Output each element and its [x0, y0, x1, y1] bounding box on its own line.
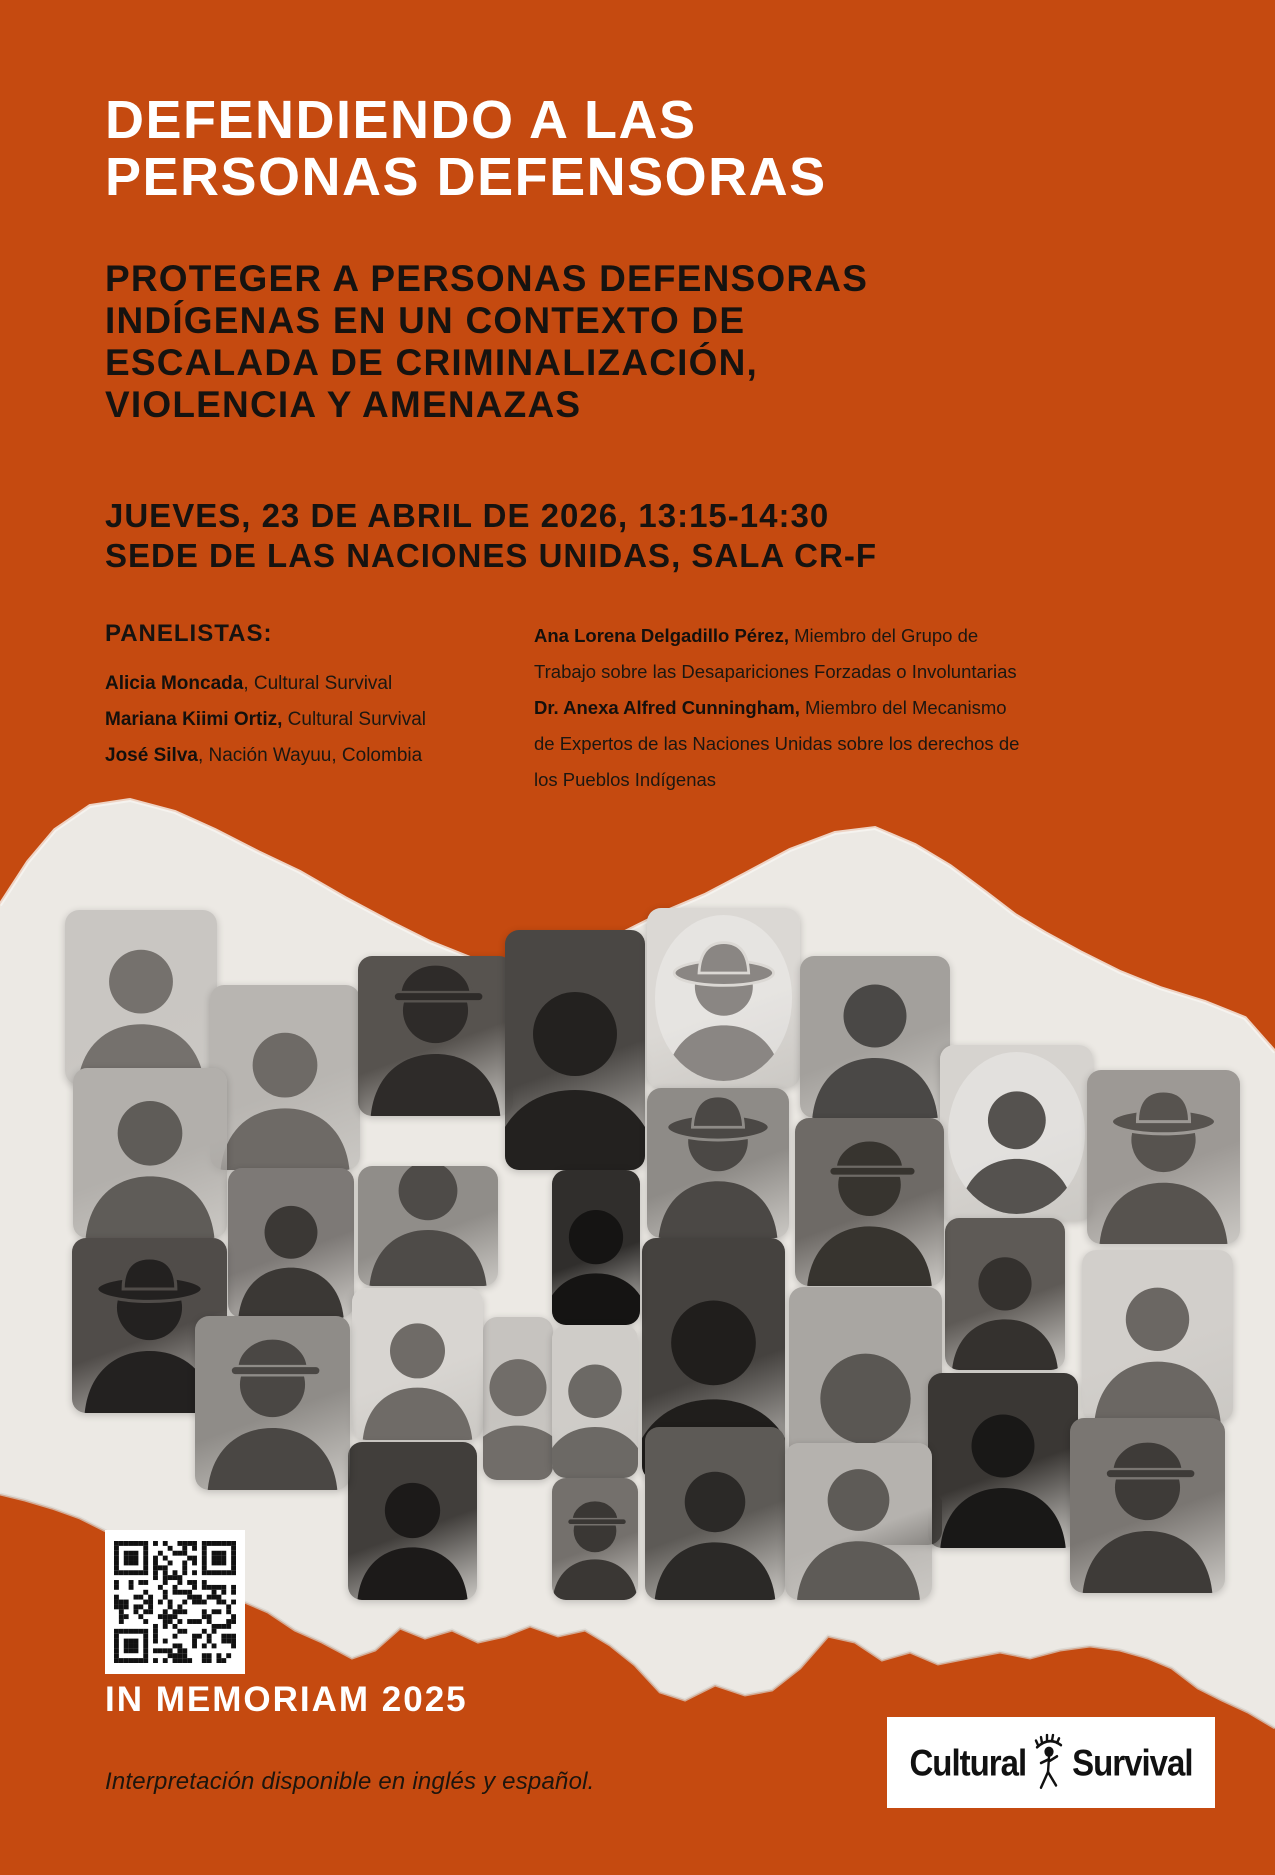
- portrait-man-white-cap: [195, 1316, 350, 1490]
- panelists-heading: PANELISTAS:: [105, 620, 273, 647]
- event-datetime: [105, 496, 1155, 576]
- panelist-affiliation: Cultural Survival: [282, 709, 426, 730]
- portrait-woman-glasses-banner: [800, 956, 950, 1118]
- portrait-girl-circle-circle-frame: [948, 1052, 1086, 1214]
- panelist-affiliation: , Nación Wayuu, Colombia: [197, 745, 423, 766]
- portrait-man-scarf: [645, 1427, 785, 1600]
- panelist-affiliation: , Cultural Survival: [243, 673, 393, 694]
- panelist-entry: [534, 618, 1024, 690]
- panelists-list-right: [534, 618, 1024, 798]
- portrait-young-man-idphoto: [352, 1288, 483, 1440]
- portrait-man-ballcap: [795, 1118, 944, 1286]
- in-memoriam-label: IN MEMORIAM 2025: [105, 1680, 468, 1719]
- portrait-man-in-crowd: [945, 1218, 1065, 1370]
- panelist-affiliation: Miembro del Mecanismo de Expertos de las Naciones Unidas sobre los derechos de los Pueblos Indígenas: [534, 697, 1020, 790]
- portrait-woman-smiling: [228, 1168, 354, 1318]
- subtitle-line-3: ESCALADA DE CRIMINALIZACIÓN,: [105, 342, 758, 383]
- poster-title: [105, 92, 1005, 206]
- title-line-2: PERSONAS DEFENSORAS: [105, 147, 827, 207]
- panelist-entry: [105, 738, 535, 774]
- portrait-man-straw-hat: [647, 908, 800, 1088]
- logo-word-survival: Survival: [1072, 1741, 1193, 1783]
- portrait-man-closeup: [785, 1443, 932, 1600]
- subtitle-line-4: VIOLENCIA Y AMENAZAS: [105, 384, 582, 425]
- portrait-young-woman-dark: [505, 930, 645, 1170]
- panelist-name: Dr. Anexa Alfred Cunningham,: [534, 697, 800, 718]
- portrait-man-cap-low: [552, 1478, 638, 1600]
- portrait-boy-fringe: [483, 1317, 553, 1480]
- cultural-survival-figure-icon: [1029, 1733, 1069, 1791]
- logo-word-cultural: Cultural: [909, 1741, 1027, 1783]
- portrait-man-glasses-phone: [358, 1166, 498, 1286]
- qr-code: [105, 1530, 245, 1674]
- date-time-line: JUEVES, 23 DE ABRIL DE 2026, 13:15-14:30: [105, 497, 830, 534]
- panelist-name: Mariana Kiimi Ortiz,: [105, 709, 283, 730]
- portrait-man-straw-hat-circle-frame: [655, 915, 793, 1081]
- portrait-man-hector-hat: [647, 1088, 789, 1238]
- poster-subtitle: [105, 258, 1085, 426]
- portrait-man-cap-forest: [358, 956, 513, 1116]
- portrait-man-redcap-selfie: [1070, 1418, 1225, 1593]
- interpretation-note: Interpretación disponible en inglés y español.: [105, 1768, 595, 1795]
- panelist-name: Ana Lorena Delgadillo Pérez,: [534, 625, 789, 646]
- cultural-survival-logo: [887, 1717, 1215, 1808]
- portrait-man-pompadour: [928, 1373, 1078, 1548]
- title-line-1: DEFENDIENDO A LAS: [105, 90, 697, 150]
- portrait-man-hat-smiling: [1087, 1070, 1240, 1244]
- panelists-list-left: [105, 666, 535, 774]
- panelist-entry: [105, 702, 535, 738]
- portrait-old-man: [73, 1068, 227, 1238]
- portrait-man-white-shirt: [65, 910, 217, 1085]
- portrait-person-dark: [552, 1170, 640, 1325]
- portrait-girl-circle: [940, 1045, 1093, 1221]
- panelist-affiliation: Miembro del Grupo de Trabajo sobre las Desapariciones Forzadas o Involuntarias: [534, 625, 1017, 682]
- panelist-entry: [105, 666, 535, 702]
- portrait-young-man-front: [348, 1442, 477, 1600]
- venue-line: SEDE DE LAS NACIONES UNIDAS, SALA CR-F: [105, 537, 877, 574]
- portrait-elder-woman: [210, 985, 360, 1170]
- portrait-boy-light: [552, 1325, 638, 1478]
- portrait-young-man-tshirt: [1082, 1250, 1233, 1422]
- panelist-entry: [534, 690, 1024, 798]
- subtitle-line-1: PROTEGER A PERSONAS DEFENSORAS: [105, 258, 869, 299]
- panelist-name: Alicia Moncada: [105, 673, 244, 694]
- subtitle-line-2: INDÍGENAS EN UN CONTEXTO DE: [105, 300, 746, 341]
- panelist-name: José Silva: [105, 745, 198, 766]
